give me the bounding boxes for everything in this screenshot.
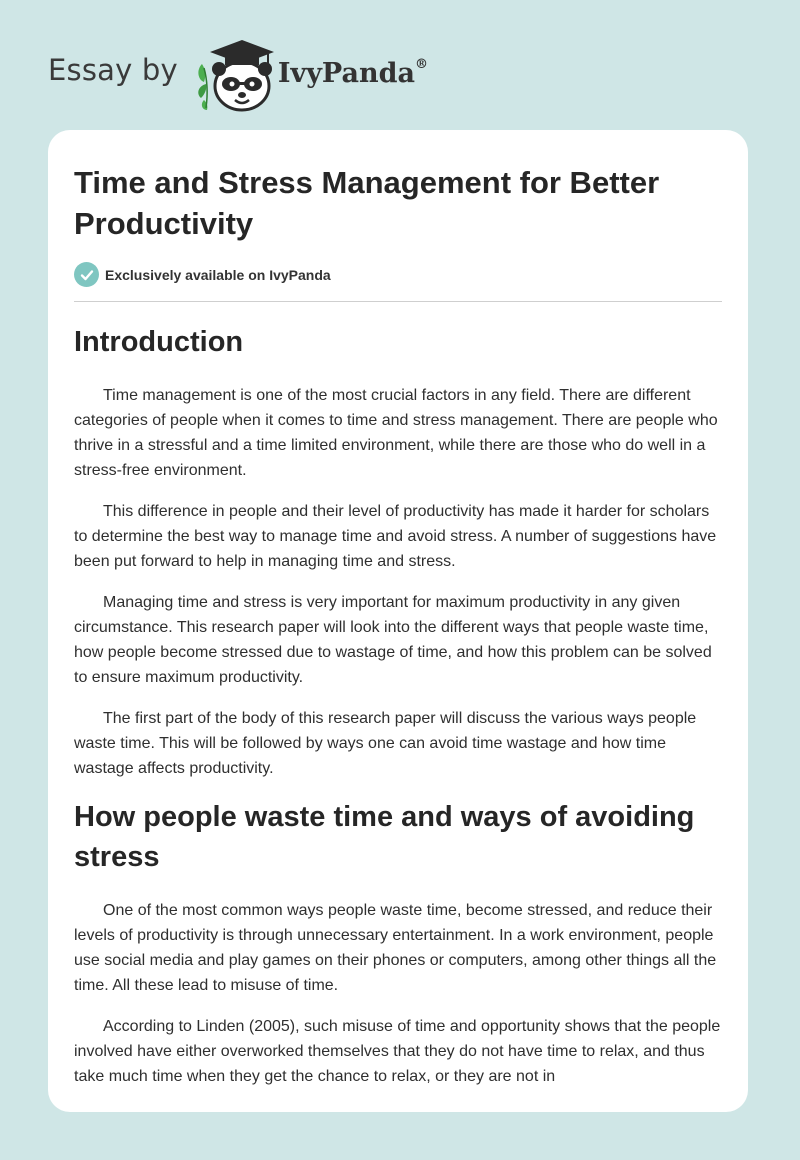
brand-name[interactable]: IvyPanda® [277, 56, 428, 89]
section-heading: Introduction [74, 326, 244, 358]
paragraph: One of the most common ways people waste time, become stressed, and reduce their levels of productivity is through unnecessary entertainment. In a work environment, people use social media and play games on their phones or computers, among other things all the time. All these lead to misuse of time. [74, 902, 717, 994]
essay-by-label: Essay by [48, 53, 178, 87]
paragraph: Time management is one of the most crucial factors in any field. There are different categories of people when it comes to time and stress management. There are people who thrive in a stressful and a time limited environment, while there are those who do well in a stress-free environment. [74, 387, 718, 479]
check-circle-icon [74, 262, 99, 287]
essay-title: Time and Stress Management for Better Productivity [74, 165, 660, 241]
essay-card [48, 130, 748, 1112]
registered-mark: ® [414, 56, 428, 72]
exclusive-label: Exclusively available on IvyPanda [105, 266, 331, 283]
ivypanda-logo-icon[interactable] [192, 34, 276, 114]
section-introduction [74, 322, 722, 781]
ivy-leaf-icon [198, 64, 207, 110]
paragraph: Managing time and stress is very important for maximum productivity in any given circumstance. This research paper will look into the different ways that people waste time, how people become stressed due to wastage of time, and how this problem can be solved to ensure maximum productivity. [74, 594, 712, 686]
paragraph: The first part of the body of this research paper will discuss the various ways people waste time. This will be followed by ways one can avoid time wastage and how time wastage affects productivity. [74, 710, 697, 777]
site-header [48, 34, 428, 114]
section-heading: How people waste time and ways of avoiding stress [74, 801, 695, 873]
paragraph: According to Linden (2005), such misuse of time and opportunity shows that the people involved have either overworked themselves that they do not have time to relax, and thus take much time when they get the chance to relax, or they are not in [74, 1018, 721, 1085]
section-time-wasting [74, 797, 722, 1089]
exclusive-badge [74, 262, 722, 302]
paragraph: This difference in people and their level of productivity has made it harder for scholars to determine the best way to manage time and avoid stress. A number of suggestions have been put forward to help in managing time and stress. [74, 503, 717, 570]
